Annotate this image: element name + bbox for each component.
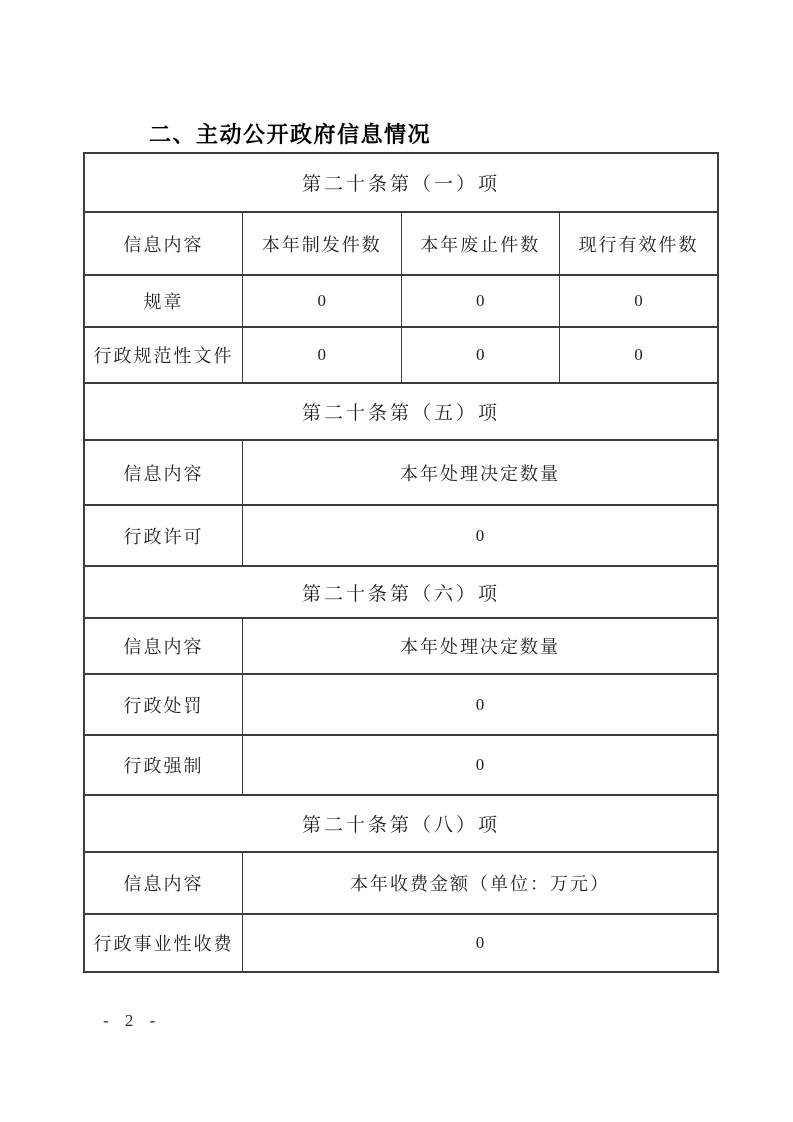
info-disclosure-table: [83, 152, 719, 973]
row-label-cell: 行政强制: [84, 735, 243, 795]
row-label-cell: 规章: [84, 275, 243, 327]
value-cell: 0: [560, 275, 719, 327]
column-header-cell: 信息内容: [84, 212, 243, 275]
table-row: [84, 383, 718, 440]
section-heading-item6: 第二十条第（六）项: [84, 566, 718, 618]
document-section-title: 二、主动公开政府信息情况: [149, 122, 432, 147]
table-row: [84, 735, 718, 795]
row-label-cell: 行政规范性文件: [84, 327, 243, 383]
table-row: [84, 566, 718, 618]
value-cell: 0: [401, 275, 560, 327]
table-row: [84, 618, 718, 674]
row-label-cell: 行政事业性收费: [84, 914, 243, 972]
value-cell: 0: [560, 327, 719, 383]
table-row: [84, 275, 718, 327]
column-header-cell: 现行有效件数: [560, 212, 719, 275]
section-heading-item8: 第二十条第（八）项: [84, 795, 718, 852]
page-number: - 2 -: [103, 1011, 162, 1030]
column-header-cell: 信息内容: [84, 440, 243, 505]
value-cell: 0: [243, 674, 719, 735]
value-cell: 0: [243, 327, 402, 383]
row-label-cell: 行政处罚: [84, 674, 243, 735]
value-cell: 0: [243, 505, 719, 566]
table-row: [84, 795, 718, 852]
table-row: [84, 212, 718, 275]
value-cell: 0: [243, 735, 719, 795]
column-header-cell: 本年处理决定数量: [243, 618, 719, 674]
value-cell: 0: [401, 327, 560, 383]
table-row: [84, 852, 718, 914]
value-cell: 0: [243, 914, 719, 972]
section-heading-item5: 第二十条第（五）项: [84, 383, 718, 440]
column-header-cell: 信息内容: [84, 618, 243, 674]
column-header-cell: 本年收费金额（单位：万元）: [243, 852, 719, 914]
column-header-cell: 本年制发件数: [243, 212, 402, 275]
table-row: [84, 327, 718, 383]
table-row: [84, 153, 718, 212]
section-heading-item1: 第二十条第（一）项: [84, 153, 718, 212]
column-header-cell: 本年废止件数: [401, 212, 560, 275]
table-row: [84, 914, 718, 972]
table-row: [84, 674, 718, 735]
row-label-cell: 行政许可: [84, 505, 243, 566]
column-header-cell: 本年处理决定数量: [243, 440, 719, 505]
value-cell: 0: [243, 275, 402, 327]
table-row: [84, 440, 718, 505]
column-header-cell: 信息内容: [84, 852, 243, 914]
table-row: [84, 505, 718, 566]
